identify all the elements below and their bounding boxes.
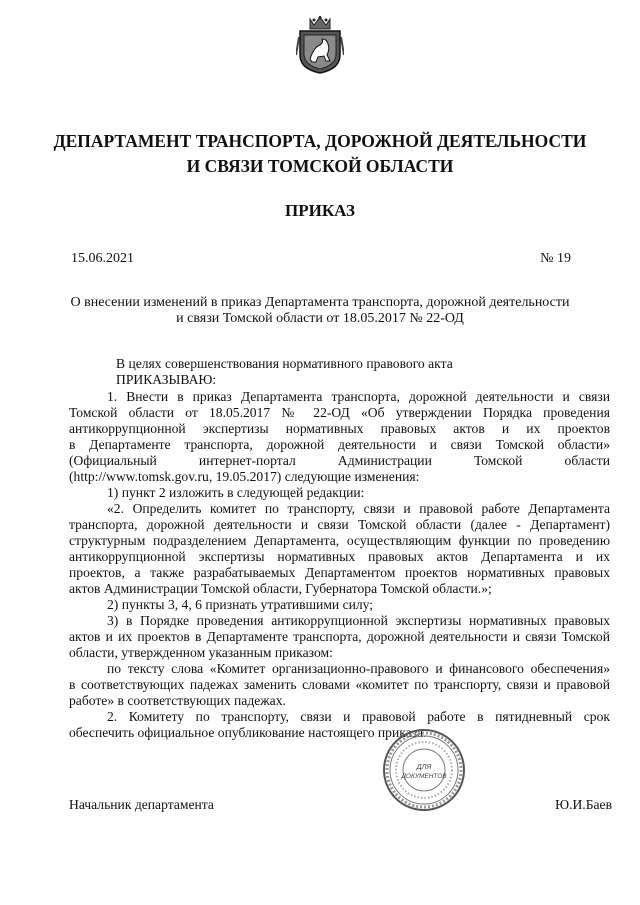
stamp-text-line2: ДОКУМЕНТОВ (401, 773, 447, 780)
body-line: 2. Комитету по транспорту, связи и правовой работе в пятидневный срок (107, 709, 610, 724)
body-line: работе» в соответствующих падежах. (69, 693, 286, 708)
subject-line2: и связи Томской области от 18.05.2017 № 22-ОД (176, 311, 464, 326)
coat-of-arms-icon (296, 15, 344, 75)
body-line: 1. Внести в приказ Департамента транспорта, дорожной деятельности и связи (107, 389, 610, 404)
official-stamp-icon (381, 727, 467, 813)
department-title-line1: ДЕПАРТАМЕНТ ТРАНСПОРТА, ДОРОЖНОЙ ДЕЯТЕЛЬНОСТИ (53, 131, 587, 151)
body-line: в соответствующих падежах заменить словами «комитет по транспорту, связи и правовой (69, 677, 610, 692)
body-line: (Официальный интернет-портал Администрации Томской области (69, 453, 610, 468)
body-line: 2) пункты 3, 4, 6 признать утратившими силу; (107, 597, 374, 612)
department-title-line2: И СВЯЗИ ТОМСКОЙ ОБЛАСТИ (186, 156, 454, 176)
stamp-text-line1: ДЛЯ (416, 764, 432, 771)
body-line: проектов, а также разрабатываемых Департаментом проектов нормативных правовых (69, 565, 610, 580)
body-line: антикоррупционной экспертизы нормативных правовых актов Департамента и их (69, 549, 610, 564)
body-line: «2. Определить комитет по транспорту, связи и правовой работе Департамента (107, 501, 610, 516)
subject-line1: О внесении изменений в приказ Департамента транспорта, дорожной деятельности (70, 295, 570, 310)
document-number: № 19 (540, 251, 571, 266)
body-line: актов Администрации Томской области, Губернатора Томской области.»; (69, 581, 492, 596)
document-type: ПРИКАЗ (285, 201, 355, 220)
signer-title: Начальник департамента (69, 797, 214, 812)
body-line: Томской области от 18.05.2017 № 22-ОД «Об утверждении Порядка проведения (69, 405, 610, 420)
body-line: по тексту слова «Комитет организационно-правового и финансового обеспечения» (107, 661, 610, 676)
body-line: В целях совершенствования нормативного правового акта (116, 356, 453, 371)
body-line: ПРИКАЗЫВАЮ: (116, 372, 217, 387)
body-line: области, утвержденном указанным приказом: (69, 645, 333, 660)
body-line: в Департаменте транспорта, дорожной деятельности и связи Томской области» (69, 437, 610, 452)
body-line: транспорта, дорожной деятельности и связи Томской области (далее - Департамент) (69, 517, 610, 532)
body-line: 1) пункт 2 изложить в следующей редакции: (107, 485, 365, 500)
body-line: обеспечить официальное опубликование настоящего приказа. (69, 725, 427, 740)
body-line: 3) в Порядке проведения антикоррупционной экспертизы нормативных правовых (107, 613, 610, 628)
body-line: антикоррупционной экспертизы нормативных правовых актов и их проектов (69, 421, 610, 436)
document-date: 15.06.2021 (71, 251, 134, 266)
body-line: актов и их проектов в Департаменте транспорта, дорожной деятельности и связи Томской (69, 629, 610, 644)
body-line: структурным подразделением Департамента, осуществляющим функции по проведению (69, 533, 610, 548)
body-line: (http://www.tomsk.gov.ru, 19.05.2017) следующие изменения: (69, 469, 420, 484)
signer-name: Ю.И.Баев (555, 797, 612, 812)
